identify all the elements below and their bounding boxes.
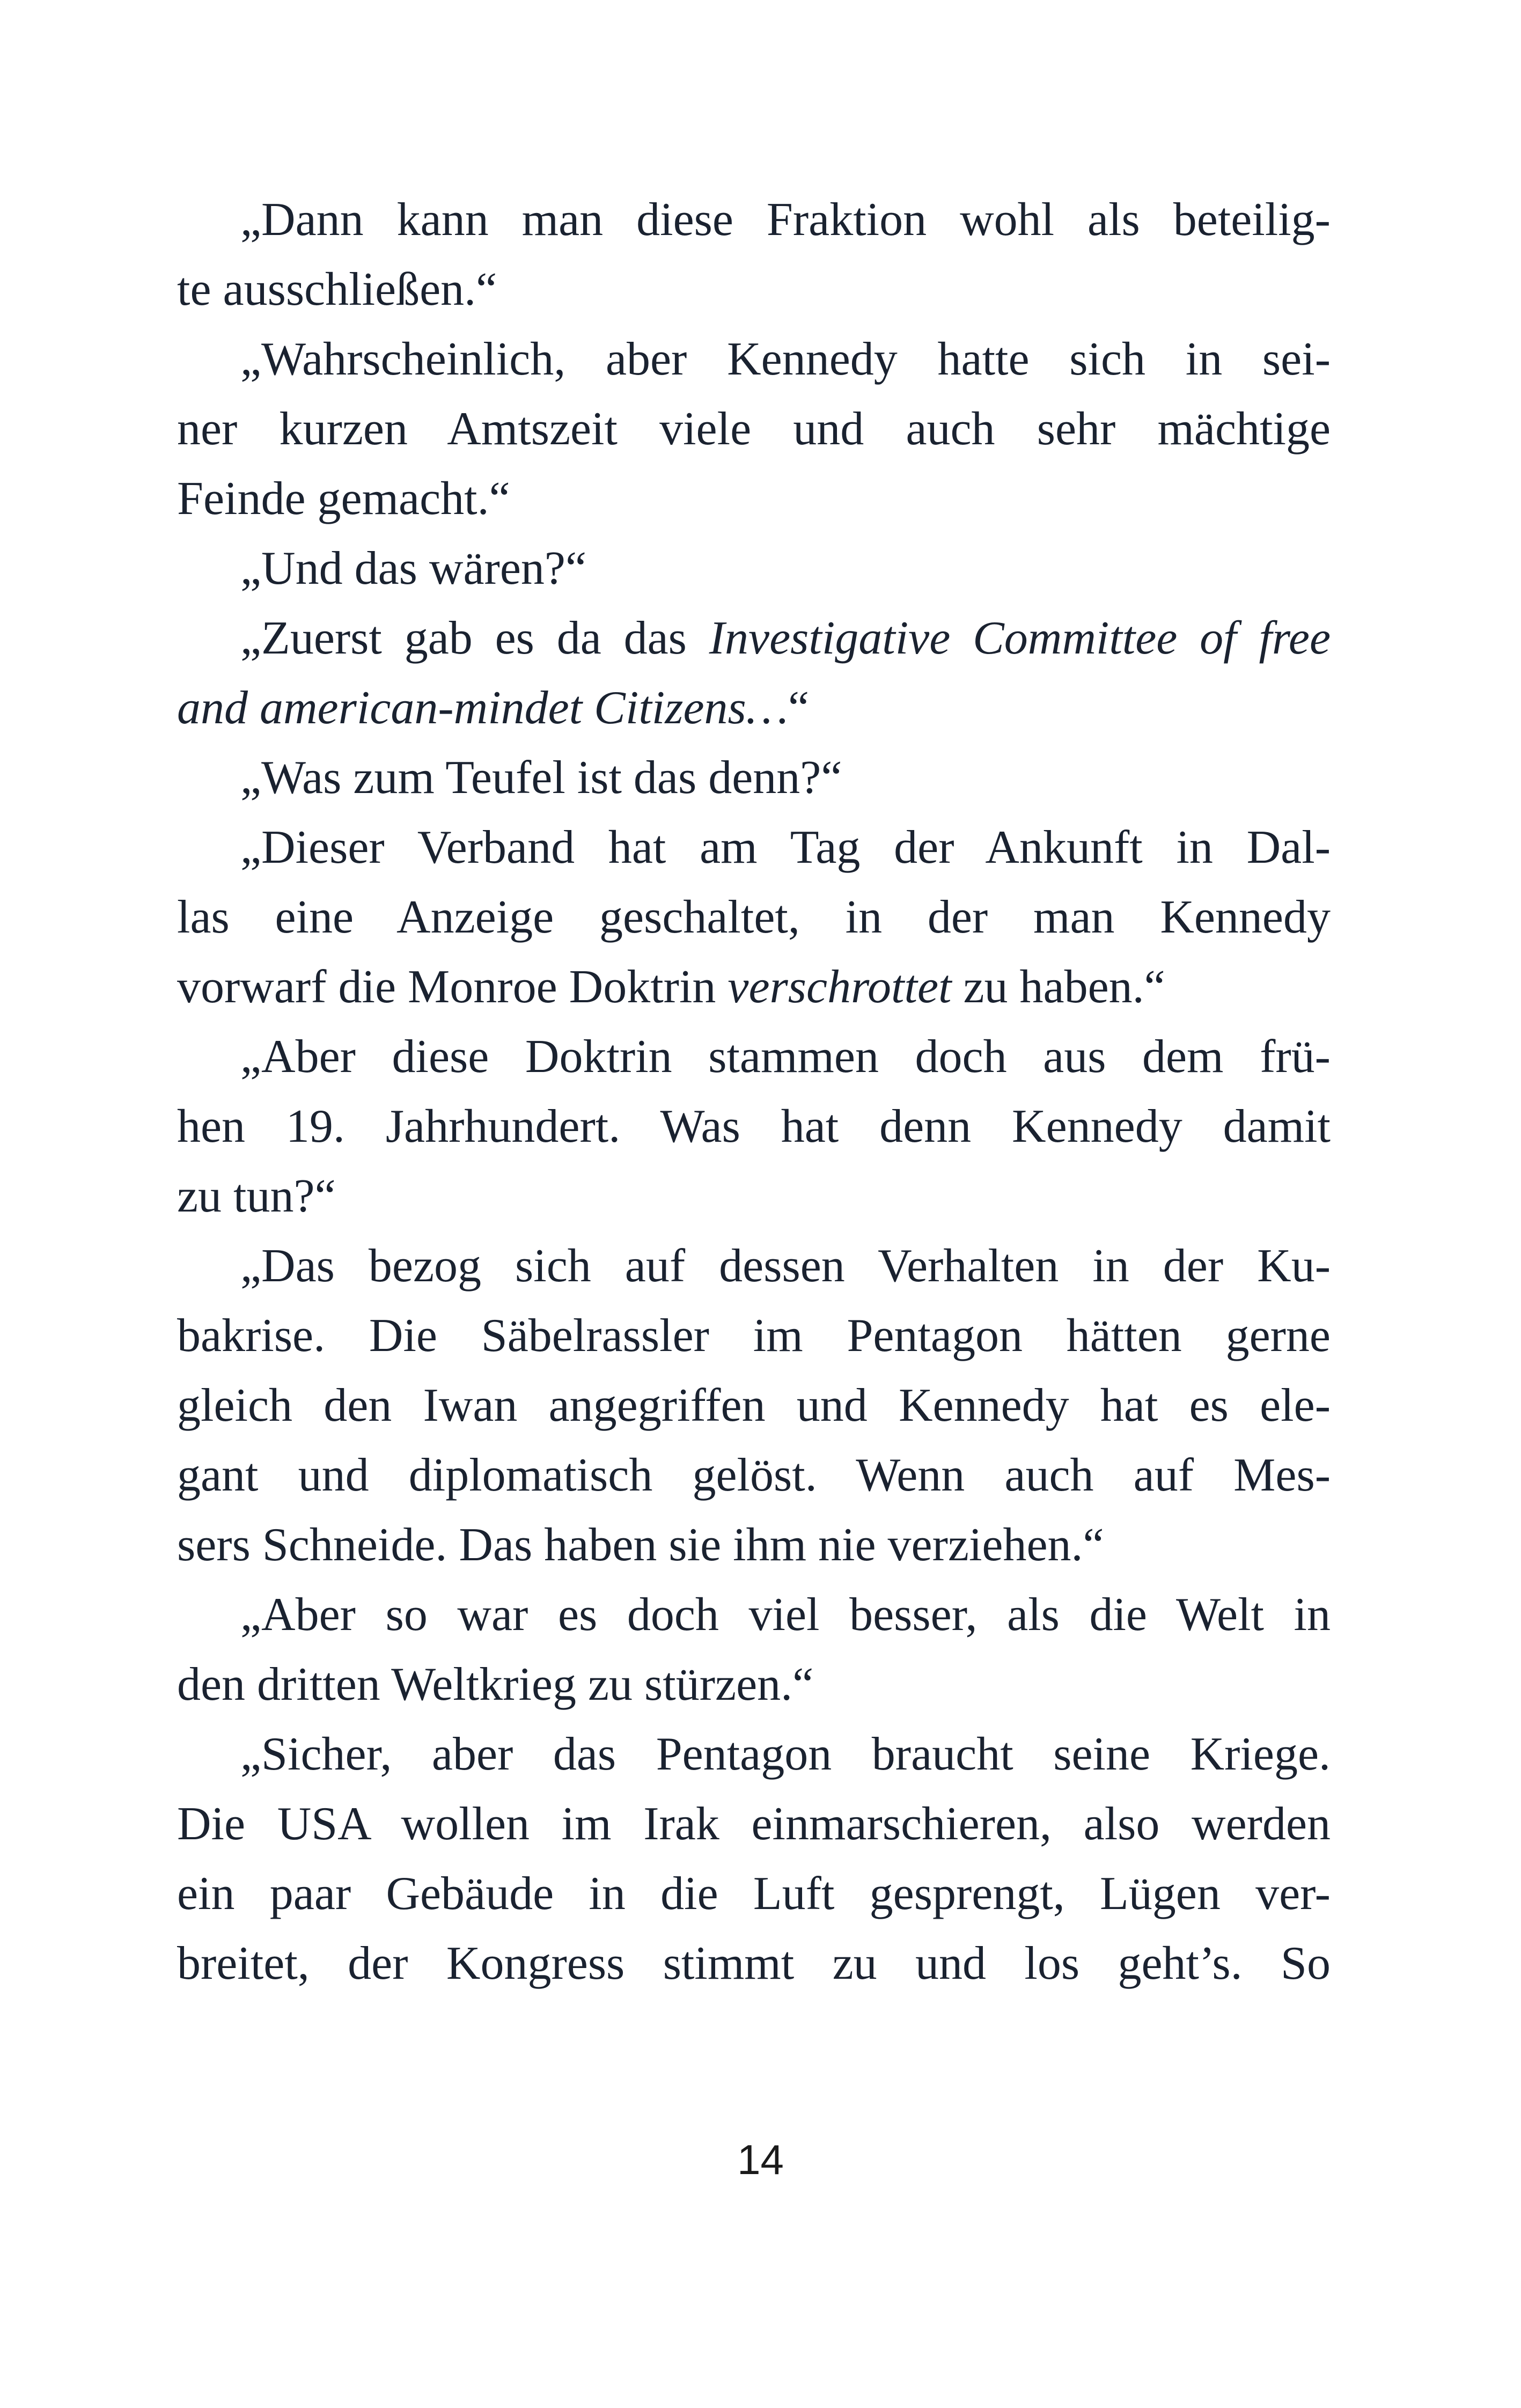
text-line: „Aber diese Doktrin stammen doch aus dem frü- [240,1031,1331,1083]
text-line: „Aber so war es doch viel besser, als die Welt in [240,1589,1331,1641]
text-line: zu tun?“ [177,1170,336,1222]
text-line: „Sicher, aber das Pentagon braucht seine Kriege. [240,1728,1331,1780]
text-run: zu haben.“ [951,961,1165,1013]
text-line: „Was zum Teufel ist das denn?“ [240,752,842,804]
text-line: bakrise. Die Säbelrassler im Pentagon hätten gerne [177,1310,1331,1362]
page-number: 14 [737,2136,784,2183]
text-line: „Dieser Verband hat am Tag der Ankunft in Dal- [240,821,1331,873]
text-line: gleich den Iwan angegriffen und Kennedy hat es ele- [177,1379,1331,1431]
text-line: te ausschließen.“ [177,263,497,315]
text-line: breitet, der Kongress stimmt zu und los geht’s. So [177,1937,1331,1989]
text-line: ein paar Gebäude in die Luft gesprengt, Lügen ver- [177,1868,1331,1920]
text-line: „Wahrscheinlich, aber Kennedy hatte sich in sei- [240,333,1331,385]
text-line: Feinde gemacht.“ [177,473,510,525]
text-run: vorwarf die Monroe Doktrin [177,961,728,1013]
text-line [177,952,1331,1022]
text-run: „Zuerst gab es da das [240,612,709,664]
text-line: las eine Anzeige geschaltet, in der man Kennedy [177,891,1331,943]
text-line: hen 19. Jahrhundert. Was hat denn Kennedy damit [177,1100,1331,1152]
text-line: den dritten Weltkrieg zu stürzen.“ [177,1658,814,1710]
text-line: gant und diplomatisch gelöst. Wenn auch auf Mes- [177,1449,1331,1501]
text-line: „Und das wären?“ [240,542,587,594]
italic-text-run: Investigative Committee of free [709,612,1331,664]
text-line: „Dann kann man diese Fraktion wohl als beteilig- [240,194,1331,246]
text-run: “ [788,682,810,734]
text-line: Die USA wollen im Irak einmarschieren, also werden [177,1798,1331,1850]
text-line: „Das bezog sich auf dessen Verhalten in der Ku- [240,1240,1331,1292]
text-line [177,604,1331,673]
italic-text-run: verschrottet [728,961,952,1013]
text-line: ner kurzen Amtszeit viele und auch sehr mächtige [177,403,1331,455]
body-text [177,185,1331,1999]
text-line [177,673,1331,743]
italic-text-run: and american-mindet Citizens… [177,682,789,734]
text-line: sers Schneide. Das haben sie ihm nie verziehen.“ [177,1519,1104,1571]
